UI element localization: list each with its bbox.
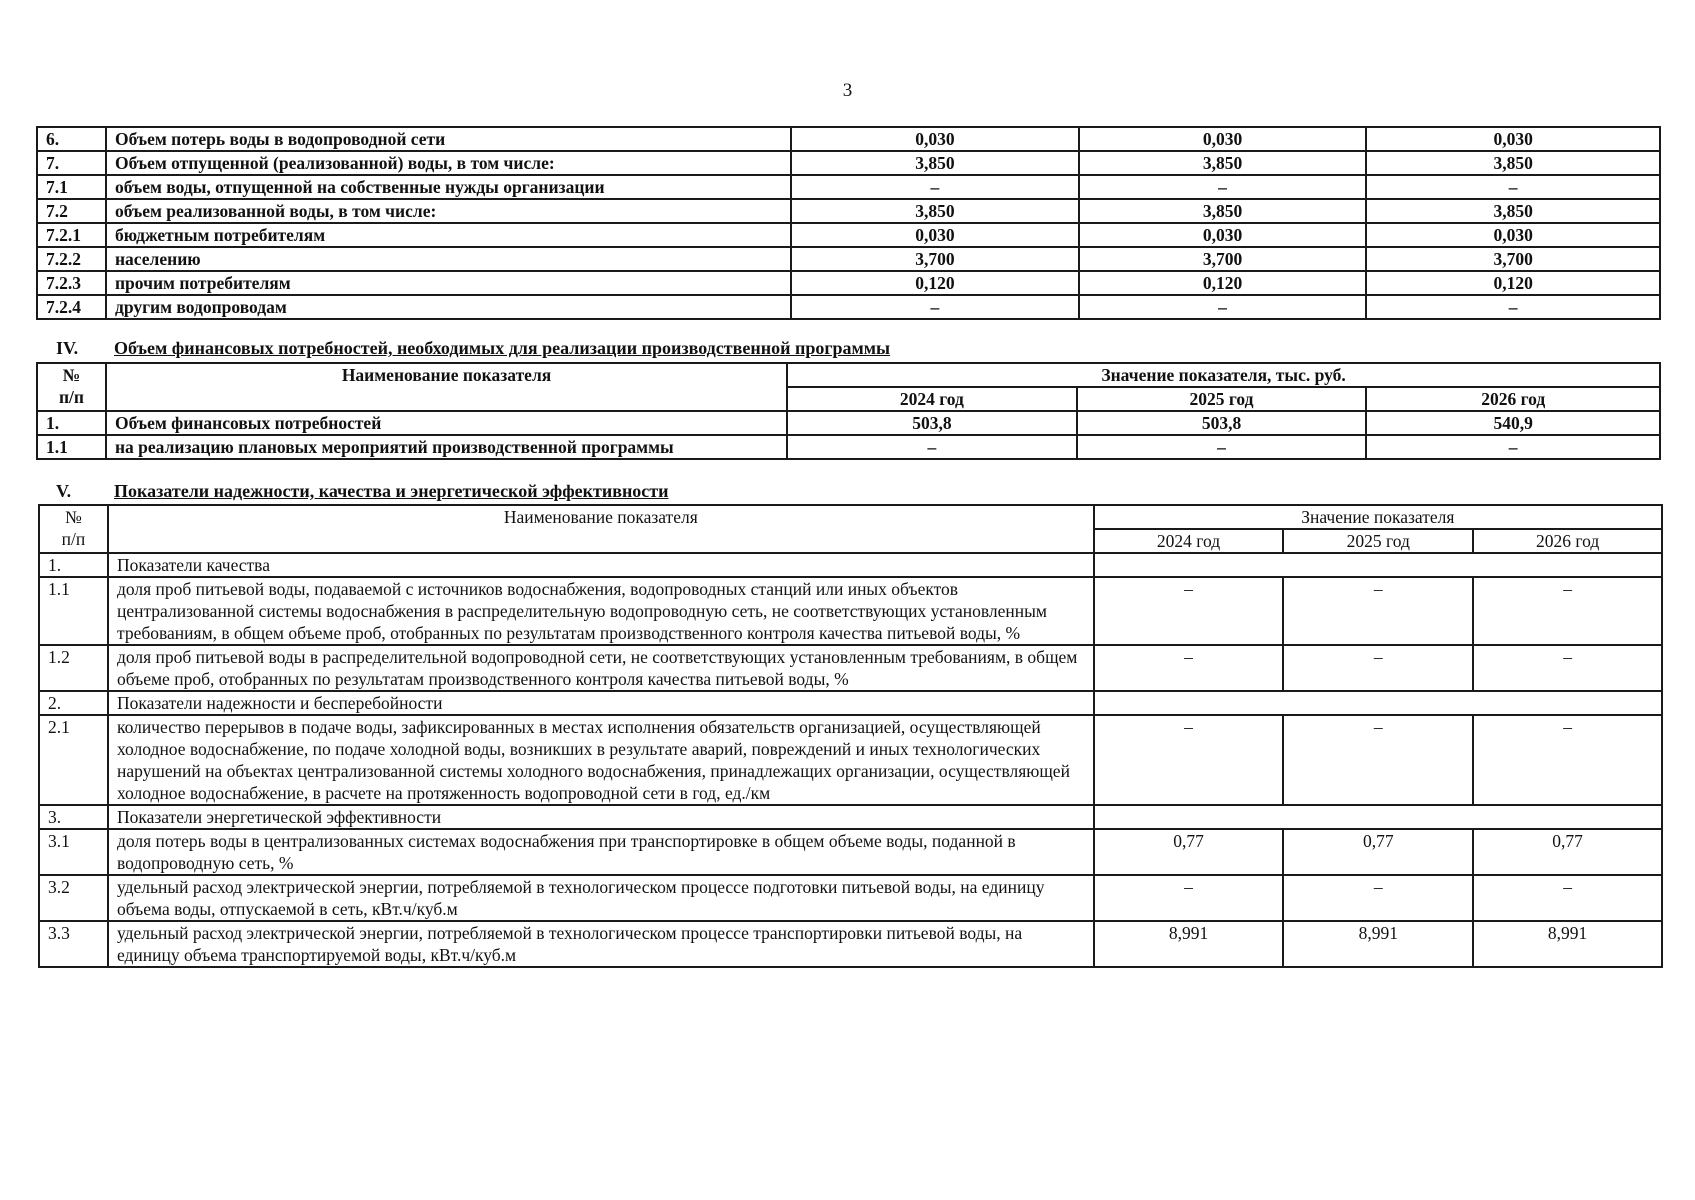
empty-value-cell [1094,805,1662,829]
section-4-heading [36,338,890,359]
indicator-name: удельный расход электрической энергии, потребляемой в технологическом процессе подготовки питьевой воды, на единицу объема воды, отпускаемой в сеть, кВт.ч/куб.м [108,875,1094,921]
value-2026: 8,991 [1473,921,1662,967]
indicator-name: доля потерь воды в централизованных системах водоснабжения при транспортировке в общем объеме воды, поданной в водопроводную сеть, % [108,829,1094,875]
value-2025: 3,700 [1079,247,1367,271]
table-row [37,271,1660,295]
row-number: 3. [39,805,108,829]
table-row [39,577,1662,645]
page-number: 3 [842,80,853,101]
value-2024: 0,77 [1094,829,1284,875]
row-number: 7. [37,151,106,175]
table-row [39,691,1662,715]
table-row [39,875,1662,921]
value-2024: 3,850 [791,199,1079,223]
value-2024: 503,8 [787,411,1077,435]
value-2025: 0,030 [1079,127,1367,151]
row-number: 6. [37,127,106,151]
table-row [37,175,1660,199]
value-2024: 8,991 [1094,921,1284,967]
section-4-title: Объем финансовых потребностей, необходимых для реализации производственной программы [114,338,891,358]
row-number: 2. [39,691,108,715]
row-number: 7.2 [37,199,106,223]
value-2024: – [791,295,1079,319]
row-number: 7.2.2 [37,247,106,271]
value-2026: 0,77 [1473,829,1662,875]
table-row [37,435,1660,459]
value-2026: 3,700 [1366,247,1660,271]
indicator-name: Показатели надежности и бесперебойности [108,691,1094,715]
header-year-2025: 2025 год [1077,387,1367,411]
table-row [37,151,1660,175]
header-no [39,505,108,553]
value-2025: 0,77 [1283,829,1473,875]
indicator-name: населению [106,247,791,271]
indicator-name: доля проб питьевой воды, подаваемой с источников водоснабжения, водопроводных станций или иных объектов централизованной системы водоснабжения в распределительную водопроводную сеть, не соответствующих установленным требованиям, в общем объеме проб, отобранных по результатам производственного контроля качества питьевой воды, % [108,577,1094,645]
value-2026: 3,850 [1366,151,1660,175]
empty-value-cell [1094,691,1662,715]
value-2026: 540,9 [1366,411,1660,435]
header-year-2025: 2025 год [1283,529,1473,553]
header-year-2026: 2026 год [1473,529,1662,553]
value-2024: – [787,435,1077,459]
row-number: 1.2 [39,645,108,691]
value-2025: 3,850 [1079,199,1367,223]
table-row [37,127,1660,151]
value-2025: 3,850 [1079,151,1367,175]
value-2024: – [1094,875,1284,921]
value-2025: – [1283,577,1473,645]
value-2025: – [1077,435,1367,459]
table-row [39,805,1662,829]
section-5-title: Показатели надежности, качества и энергетической эффективности [114,481,669,501]
value-2026: – [1473,645,1662,691]
table-row [37,247,1660,271]
indicator-name: Объем финансовых потребностей [106,411,787,435]
empty-value-cell [1094,553,1662,577]
indicator-name: бюджетным потребителям [106,223,791,247]
indicator-name: Объем отпущенной (реализованной) воды, в том числе: [106,151,791,175]
value-2026: – [1366,295,1660,319]
table-row [39,829,1662,875]
header-year-2026: 2026 год [1366,387,1660,411]
row-number: 7.1 [37,175,106,199]
table-row [39,921,1662,967]
indicator-name: Показатели энергетической эффективности [108,805,1094,829]
table-row [37,411,1660,435]
water-balance-table [36,126,1661,320]
value-2025: – [1079,175,1367,199]
value-2026: 0,120 [1366,271,1660,295]
value-2026: 3,850 [1366,199,1660,223]
indicator-name: на реализацию плановых мероприятий производственной программы [106,435,787,459]
row-number: 1.1 [37,435,106,459]
value-2026: – [1366,435,1660,459]
indicator-name: количество перерывов в подаче воды, зафиксированных в местах исполнения обязательств организацией, осуществляющей холодное водоснабжение, по подаче холодной воды, возникших в результате аварий, повреждений и иных технологических нарушений на объектах централизованной системы холодного водоснабжения, принадлежащих организации, осуществляющей холодное водоснабжение, в расчете на протяженность водопроводной сети в год, ед./км [108,715,1094,805]
header-indicator-name: Наименование показателя [108,505,1094,553]
row-number: 1. [39,553,108,577]
header-year-2024: 2024 год [1094,529,1284,553]
reliability-quality-table [38,504,1663,968]
value-2024: 3,700 [791,247,1079,271]
row-number: 1. [37,411,106,435]
indicator-name: прочим потребителям [106,271,791,295]
table-row [37,295,1660,319]
value-2024: – [1094,645,1284,691]
row-number: 1.1 [39,577,108,645]
section-5-number: V. [56,481,72,501]
value-2025: – [1283,875,1473,921]
indicator-name: объем воды, отпущенной на собственные нужды организации [106,175,791,199]
value-2024: 3,850 [791,151,1079,175]
value-2025: 0,030 [1079,223,1367,247]
table-row [37,223,1660,247]
value-2025: – [1283,715,1473,805]
row-number: 2.1 [39,715,108,805]
value-2026: – [1366,175,1660,199]
indicator-name: другим водопроводам [106,295,791,319]
value-2024: 0,030 [791,223,1079,247]
value-2025: 503,8 [1077,411,1367,435]
indicator-name: Объем потерь воды в водопроводной сети [106,127,791,151]
indicator-name: удельный расход электрической энергии, потребляемой в технологическом процессе транспортировки питьевой воды, на единицу объема транспортируемой воды, кВт.ч/куб.м [108,921,1094,967]
value-2026: – [1473,577,1662,645]
value-2025: – [1079,295,1367,319]
header-indicator-value: Значение показателя, тыс. руб. [787,363,1660,387]
row-number: 7.2.1 [37,223,106,247]
header-no-symbol: № [65,507,82,527]
value-2024: 0,120 [791,271,1079,295]
value-2026: 0,030 [1366,127,1660,151]
value-2026: – [1473,715,1662,805]
row-number: 3.2 [39,875,108,921]
value-2024: – [791,175,1079,199]
section-4-number: IV. [56,338,79,358]
table-row [37,199,1660,223]
row-number: 3.3 [39,921,108,967]
indicator-name: Показатели качества [108,553,1094,577]
value-2024: – [1094,577,1284,645]
value-2024: – [1094,715,1284,805]
value-2025: 8,991 [1283,921,1473,967]
header-indicator-name: Наименование показателя [106,363,787,411]
header-indicator-value: Значение показателя [1094,505,1662,529]
value-2025: 0,120 [1079,271,1367,295]
header-no-abbr: п/п [58,387,84,407]
indicator-name: объем реализованной воды, в том числе: [106,199,791,223]
table-row [39,715,1662,805]
value-2024: 0,030 [791,127,1079,151]
header-no-symbol: № [62,365,81,385]
row-number: 7.2.4 [37,295,106,319]
row-number: 3.1 [39,829,108,875]
value-2025: – [1283,645,1473,691]
indicator-name: доля проб питьевой воды в распределительной водопроводной сети, не соответствующих установленным требованиям, в общем объеме проб, отобранных по результатам производственного контроля качества питьевой воды, % [108,645,1094,691]
section-5-heading [36,481,669,502]
value-2026: – [1473,875,1662,921]
table-row [39,645,1662,691]
value-2026: 0,030 [1366,223,1660,247]
table-row [39,553,1662,577]
financial-needs-table [36,362,1661,460]
header-year-2024: 2024 год [787,387,1077,411]
header-no [37,363,106,411]
header-no-abbr: п/п [61,529,86,549]
row-number: 7.2.3 [37,271,106,295]
